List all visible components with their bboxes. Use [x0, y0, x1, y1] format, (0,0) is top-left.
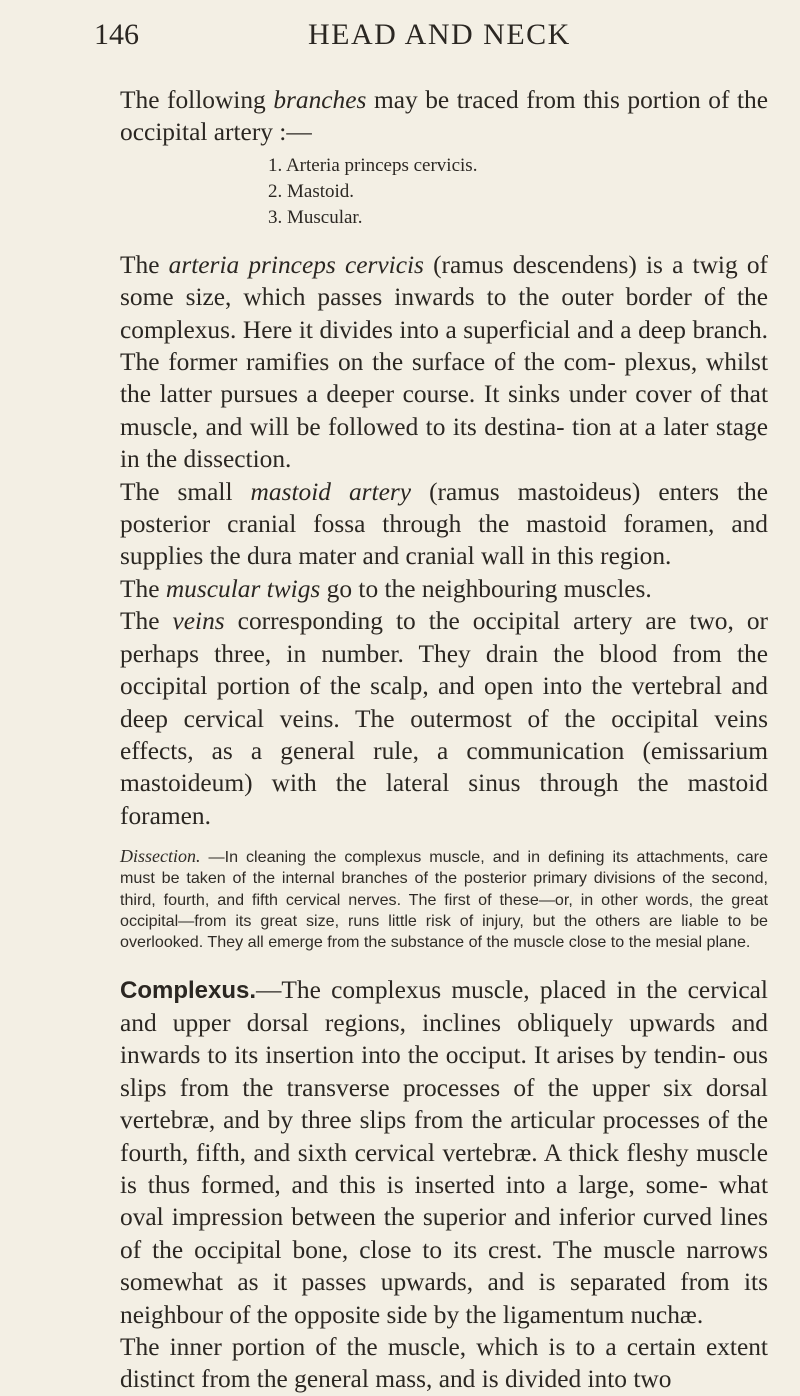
paragraph-text: The	[120, 607, 173, 636]
paragraph-text: —The complexus muscle, placed in the cervical and upper dorsal regions, inclines obliquely upwards and inwards to its insertion into the occiput. It arises by tendin- ous slips from the transverse processes of the upper six dorsal vertebræ, and by three slips from the articular processes of the fourth, fifth, and sixth cervical vertebræ. A thick fleshy muscle is thus formed, and this is inserted into a large, some- what oval impression between the superior and inferior curved lines of the occipital bone, close to its crest. The muscle narrows somewhat as it passes upwards, and is separated from its neighbour of the opposite side by the ligamentum nuchæ.	[120, 975, 768, 1329]
paragraph-text: The small	[120, 477, 251, 506]
paragraph-text: The	[120, 250, 169, 279]
intro-emphasis: branches	[273, 86, 367, 114]
term-emphasis: muscular twigs	[165, 574, 321, 603]
paragraph-text: The inner portion of the muscle, which is to a certain extent distinct from the general mass, and is divided into two	[120, 1333, 768, 1394]
term-emphasis: mastoid artery	[250, 477, 412, 506]
paragraph-text: (ramus mastoideus) enters the posterior cranial fossa through the mastoid foramen, and supplies the dura mater and cranial wall in this region.	[120, 477, 769, 571]
dissection-label: Dissection.	[120, 846, 201, 867]
veins-paragraph	[120, 605, 768, 832]
dissection-note	[120, 846, 768, 953]
inner-portion-paragraph	[120, 1331, 768, 1396]
page-body	[120, 84, 768, 1396]
page-header	[0, 18, 800, 58]
paragraph-text: corresponding to the occipital artery are two, or perhaps three, in number. They drain the blood from the occipital portion of the scalp, and open into the vertebral and deep cervical veins. The outermost of the occipital veins effects, as a general rule, a communication (emissarium mastoideum) with the lateral sinus through the mastoid foramen.	[120, 607, 769, 830]
list-item: 1. Arteria princeps cervicis.	[268, 154, 478, 176]
term-emphasis: arteria princeps cervicis	[168, 250, 424, 279]
list-item: 3. Muscular.	[268, 206, 363, 228]
complexus-paragraph	[120, 974, 768, 1331]
intro-text: The following	[120, 86, 274, 114]
princeps-paragraph	[120, 249, 768, 476]
term-emphasis: veins	[172, 607, 225, 636]
paragraph-text: (ramus descendens) is a twig of some size, which passes inwards to the outer border of the complexus. Here it divides into a superficial and a deep branch. The former ramifies on the surface of the com- plexus, whilst the latter pursues a deeper course. It sinks under cover of that muscle, and will be followed to its destina- tion at a later stage in the dissection.	[120, 250, 769, 474]
paragraph-text: go to the neighbouring muscles.	[320, 574, 652, 603]
muscular-paragraph	[120, 573, 768, 605]
running-title: HEAD AND NECK	[308, 18, 571, 51]
section-heading: Complexus.	[120, 976, 257, 1004]
paragraph-text: The	[120, 574, 166, 603]
branch-list	[268, 153, 768, 231]
list-item: 2. Mastoid.	[268, 180, 355, 202]
page-number: 146	[94, 18, 139, 51]
mastoid-paragraph	[120, 476, 768, 573]
intro-text-tail: may be traced from this portion of the occipital artery :—	[120, 86, 769, 147]
dissection-text: —In cleaning the complexus muscle, and in defining its attachments, care must be taken of the internal branches of the posterior primary divisions of the second, third, fourth, and fifth cervical nerves. The first of these—or, in other words, the great occipital—from its great size, runs little risk of injury, but the others are liable to be overlooked. They all emerge from the substance of the muscle close to the mesial plane.	[120, 848, 768, 952]
intro-paragraph	[120, 84, 768, 149]
